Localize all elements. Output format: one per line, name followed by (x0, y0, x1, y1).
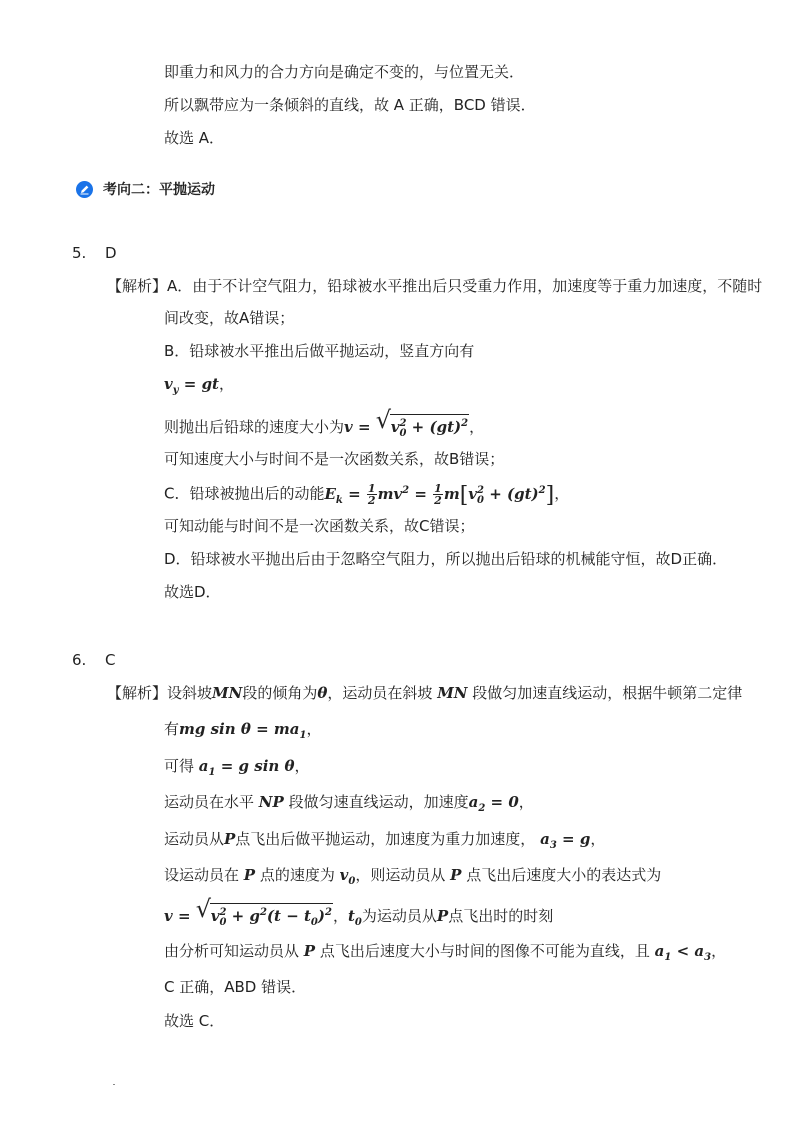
text-span: 运动员从 (164, 830, 225, 848)
text-span: ， (518, 793, 534, 811)
question-number: 5. (72, 244, 87, 262)
text-line: 故选D． (164, 583, 221, 601)
answer-letter: C (105, 651, 116, 669)
text-span: ，运动员在斜坡 (327, 684, 433, 702)
formula: $a_1 = g$ sin θ (198, 757, 295, 778)
text-line: 故选 C． (164, 1012, 225, 1030)
text-span: 运动员在水平 (164, 793, 255, 811)
text-line: C 正确，ABD 错误． (164, 978, 307, 996)
formula: MN (437, 684, 468, 702)
formula-line (164, 483, 569, 506)
text-line (107, 276, 762, 296)
page-mark (113, 1084, 115, 1085)
text-line: 间改变，故A错误； (164, 309, 295, 327)
formula: $a_2 = 0$ (468, 793, 519, 814)
text-line: D．铅球被水平抛出后由于忽略空气阻力，所以抛出后铅球的机械能守恒，故D正确． (164, 550, 728, 568)
text-span: 点飞出后速度大小与时间的图像不可能为直线，且 (319, 942, 650, 960)
formula: $a_1 < a_3$ (654, 942, 712, 963)
text-span: 段做匀速直线运动，加速度 (288, 793, 469, 811)
formula: $a_3 = g$ (540, 830, 591, 851)
text-span: ， (306, 720, 322, 738)
text-line: B．铅球被水平推出后做平抛运动，竖直方向有 (164, 342, 475, 360)
formula: P (450, 866, 462, 884)
formula: v = √ $v^2_0 + g^2(t - t_0)^2$ (164, 895, 332, 928)
text-span: 点飞出后做平抛运动，加速度为重力加速度， (235, 830, 536, 848)
formula-line (164, 865, 661, 885)
text-span: ， (332, 907, 348, 925)
question-number: 6. (72, 651, 87, 669)
analysis-tag: 【解析】 (107, 277, 168, 295)
formula: P (436, 907, 449, 925)
text-span: 点飞出后速度大小的表达式为 (466, 866, 662, 884)
formula-line (164, 406, 485, 439)
text-span: A．由于不计空气阻力，铅球被水平推出后只受重力作用，加速度等于重力加速度，不随时 (167, 277, 763, 295)
formula: mg $\sin \theta = ma_1$ (179, 720, 307, 741)
formula: P (243, 866, 256, 884)
formula-line (164, 829, 605, 849)
text-span: ， (554, 484, 570, 503)
text-line (107, 683, 742, 703)
text-span: ， (294, 757, 310, 775)
formula: $v_y$ = gt (164, 375, 219, 396)
formula: P (224, 830, 236, 848)
text-line: 可知速度大小与时间不是一次函数关系，故B错误； (164, 450, 505, 468)
formula-line (164, 756, 310, 776)
formula: $t_0$ (347, 907, 362, 928)
text-line: 故选 A． (164, 129, 225, 147)
formula: MN (212, 684, 243, 702)
formula-line (164, 792, 534, 812)
formula: P (303, 942, 316, 960)
text-line: 可知动能与时间不是一次函数关系，故C错误； (164, 517, 475, 535)
text-span: ， (590, 830, 606, 848)
text-span: ， (218, 375, 234, 393)
text-span: 则抛出后铅球的速度大小为 (164, 418, 345, 436)
formula: NP (258, 793, 284, 811)
pencil-icon (76, 181, 93, 198)
text-span: 段的倾角为 (242, 684, 318, 702)
formula: θ (317, 684, 328, 702)
formula: v = √ $v^2_0 + (gt)^2$ (344, 406, 469, 439)
section-heading: 考向二：平抛运动 (103, 182, 215, 198)
formula-line (164, 374, 234, 394)
text-span: ， (469, 418, 485, 436)
formula-line (164, 895, 554, 928)
answer-letter: D (105, 244, 117, 262)
formula-line (164, 941, 726, 961)
text-span: 点的速度为 (259, 866, 335, 884)
text-span: C．铅球被抛出后的动能 (164, 484, 325, 503)
text-line: 所以飘带应为一条倾斜的直线，故 A 正确，BCD 错误． (164, 96, 536, 114)
formula-line (164, 719, 322, 739)
text-span: 可得 (164, 757, 195, 775)
text-span: 段做匀加速直线运动，根据牛顿第二定律 (472, 684, 743, 702)
analysis-tag: 【解析】 (107, 684, 168, 702)
text-span: ， (711, 942, 727, 960)
text-line: 即重力和风力的合力方向是确定不变的，与位置无关． (164, 63, 525, 81)
formula: $E_k$ = $\frac{1}{2}$ $mv^2$ = $\frac{1}{2}$ $m[v^2_0 + (gt)^2]$ (324, 482, 555, 508)
formula: $v_0$ (339, 866, 356, 887)
text-span: 为运动员从 (361, 907, 437, 925)
text-span: 有 (164, 720, 180, 738)
text-span: 设运动员在 (164, 866, 240, 884)
text-span: 点飞出时的时刻 (448, 907, 554, 925)
text-span: 由分析可知运动员从 (164, 942, 300, 960)
text-span: 设斜坡 (167, 684, 213, 702)
text-span: ，则运动员从 (355, 866, 446, 884)
